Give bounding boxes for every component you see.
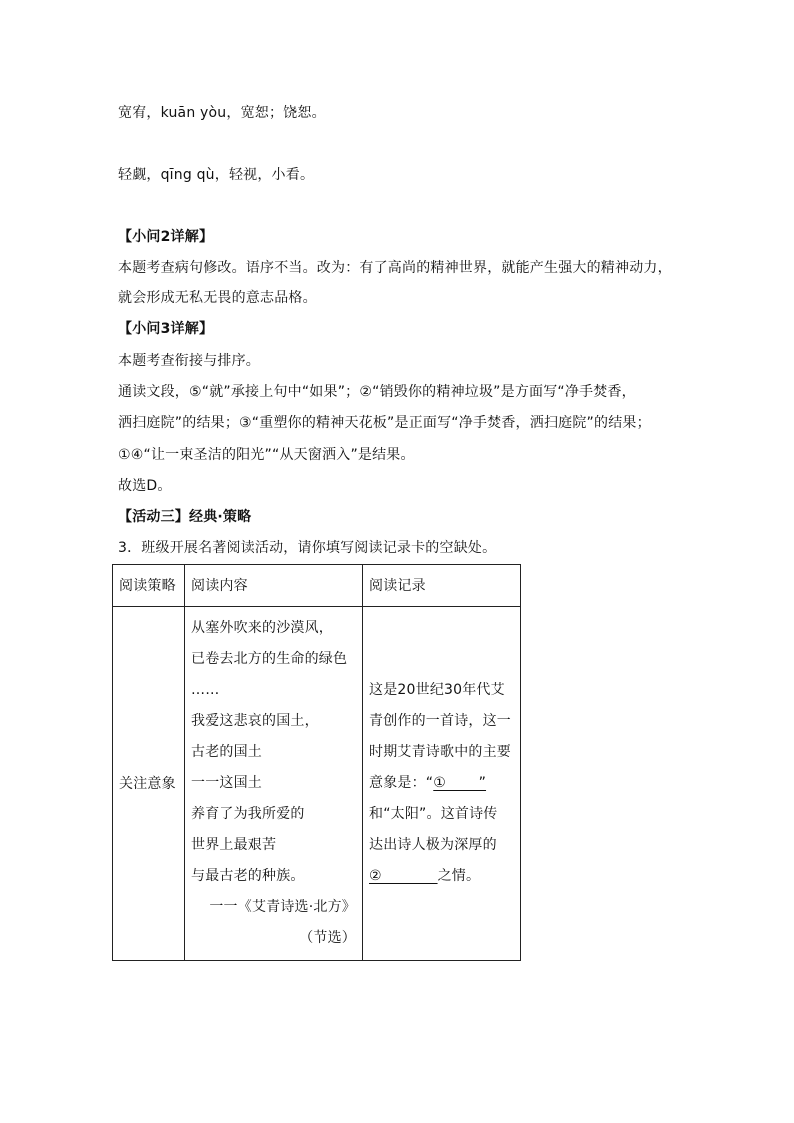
reading-record-table bbox=[112, 564, 521, 961]
record-line: 达出诗人极为深厚的 bbox=[369, 837, 497, 853]
poem-line: 从塞外吹来的沙漠风， bbox=[191, 620, 333, 636]
poem-line: …… bbox=[191, 682, 220, 698]
question-3-prompt: 3．班级开展名著阅读活动，请你填写阅读记录卡的空缺处。 bbox=[118, 540, 497, 556]
record-text: 意象是：“ bbox=[369, 775, 434, 791]
record-line: 青创作的一首诗，这一 bbox=[369, 713, 511, 729]
subquestion-2-text-line-2: 就会形成无私无畏的意志品格。 bbox=[118, 290, 317, 306]
answer-blank-1[interactable]: ① ” bbox=[433, 775, 487, 791]
subquestion-3-text-line-2: 通读文段，⑤“就”承接上句中“如果”；②“销毁你的精神垃圾”是方面写“净手焚香， bbox=[118, 384, 636, 400]
activity-3-heading: 【活动三】经典·策略 bbox=[118, 509, 252, 525]
poem-line: 一一这国土 bbox=[191, 775, 262, 791]
poem-line: 我爱这悲哀的国土， bbox=[191, 713, 319, 729]
poem-source-note: （节选） bbox=[299, 930, 356, 946]
record-cell bbox=[363, 607, 521, 961]
subquestion-3-text-line-1: 本题考查衔接与排序。 bbox=[118, 353, 260, 369]
subquestion-3-heading: 【小问3详解】 bbox=[118, 321, 214, 337]
poem-line: 古老的国土 bbox=[191, 744, 262, 760]
vocab-line-kuanyou: 宽宥，kuān yòu，宽恕；饶恕。 bbox=[118, 105, 326, 121]
vocab-line-qingqu: 轻觑，qīng qù，轻视，小看。 bbox=[118, 167, 315, 183]
poem-line: 世界上最艰苦 bbox=[191, 837, 277, 853]
subquestion-3-answer: 故选D。 bbox=[118, 478, 172, 494]
answer-blank-2[interactable]: ② bbox=[369, 868, 438, 884]
subquestion-2-heading: 【小问2详解】 bbox=[118, 229, 214, 245]
subquestion-3-text-line-3: 洒扫庭院”的结果；③“重塑你的精神天花板”是正面写“净手焚香，洒扫庭院”的结果； bbox=[118, 415, 651, 431]
record-line bbox=[369, 861, 514, 892]
header-strategy: 阅读策略 bbox=[113, 565, 185, 607]
poem-cell bbox=[185, 607, 363, 961]
poem-line: 已卷去北方的生命的绿色 bbox=[191, 651, 348, 667]
subquestion-2-text-line-1: 本题考查病句修改。语序不当。改为：有了高尚的精神世界，就能产生强大的精神动力， bbox=[118, 260, 672, 276]
header-content: 阅读内容 bbox=[185, 565, 363, 607]
record-line bbox=[369, 768, 514, 799]
record-line: 和“太阳”。这首诗传 bbox=[369, 806, 498, 822]
poem-line: 养育了为我所爱的 bbox=[191, 806, 305, 822]
record-line: 这是20世纪30年代艾 bbox=[369, 682, 505, 698]
record-text: 之情。 bbox=[437, 868, 481, 884]
table-header-row bbox=[113, 565, 521, 607]
subquestion-3-text-line-4: ①④“让一束圣洁的阳光”“从天窗洒入”是结果。 bbox=[118, 447, 415, 463]
poem-line: 与最古老的种族。 bbox=[191, 868, 305, 884]
strategy-cell: 关注意象 bbox=[113, 607, 185, 961]
record-line: 时期艾青诗歌中的主要 bbox=[369, 744, 511, 760]
table-row bbox=[113, 607, 521, 961]
poem-source: 一一《艾青诗选·北方》 bbox=[209, 899, 356, 915]
header-record: 阅读记录 bbox=[363, 565, 521, 607]
